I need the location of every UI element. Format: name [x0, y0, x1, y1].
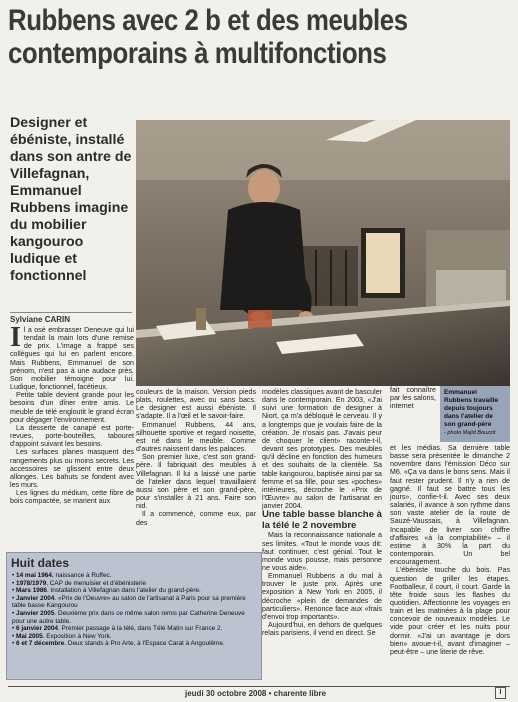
paragraph: L'ébéniste touche du bois. Pas question de griller les étapes. Footballeur, il court, il court. Garde la tête froide sous les flashes du quotidien. Affectionne les voyages en train et les matinées à la plage pour concevoir de nouveaux modèles. Le vide pour créer et les nuits pour dormir. «J'ai un avantage je dors bien» avoue-t-il, avant d'imaginer – peut-être – une literie de rêve. [390, 566, 510, 656]
paragraph: Emmanuel Rubbens, 44 ans, silhouette sportive et regard noisette, est né dans le meuble. Comme d'autres naissent dans les palaces. [136, 420, 256, 454]
article-photo [136, 120, 510, 386]
footer-date: jeudi 30 octobre 2008 • charente libre [185, 689, 327, 698]
paragraph: modèles classiques avant de basculer dans le contemporain. En 2003, «J'ai suivi une formation de designer à Niort, ça m'a débloqué le cerveau. Il y a longtemps que je voulais faire de la création. Je n'osais pas. J'avais peur de choquer le client» raconte-t-il, devant ses prototypes. Des meubles qu'il décline en fonction des humeurs et des souhaits de la clientèle. Sa table kangourou, baptisée ainsi par sa femme et sa fille, pour ses «poches» intérieures, décroche le «Prix de l'Œuvre» au salon de l'artisanat en janvier 2004. [262, 388, 382, 511]
article-column-4-top [390, 386, 436, 410]
byline: Sylviane CARIN [10, 312, 132, 324]
list-item: • 6 et 7 décembre. Deux stands à Pro Arte, à l'Espace Carat à Angoulême. [12, 640, 225, 648]
page-footer [0, 686, 518, 700]
list-item: • Mars 1986. Installation à Villefagnan dans l'atelier du grand-père. [12, 587, 201, 595]
headline: Rubbens avec 2 b et des meubles contemporains à multifonctions [8, 4, 408, 70]
page-number: I [495, 687, 506, 699]
paragraph: La desserte de canapé est porte-revues, porte-bouteilles, tabouret d'appoint suivant les besoins. [10, 423, 134, 449]
article-column-3 [262, 388, 382, 637]
list-item: • 14 mai 1964, naissance à Ruffec. [12, 572, 112, 579]
photo-credit: - photo Majid Bouzzit [444, 430, 496, 436]
footer-rule [8, 686, 510, 687]
paragraph: Mais la reconnaissance nationale a ses limites. «Tout le monde vous dit: faut continuer, c'est génial. Tout le monde vous pousse, mais personne ne vous aide». [262, 531, 382, 572]
list-item: • Janvier 2004. «Prix de l'Oeuvre» au salon de l'artisanat à Paris pour sa première table basse Kangourou [12, 594, 246, 610]
paragraph: couleurs de la maison. Version pieds plats, roulettes, avec ou sans bacs. Le designer est aussi ébéniste. Il s'adapte. Il a l'œil et le savoir-faire. [136, 388, 256, 421]
key-dates-box [6, 552, 262, 680]
drop-cap: I [10, 322, 21, 353]
article-column-2 [136, 388, 256, 527]
paragraph: Son premier luxe, c'est son grand-père. Il fabriquait des meubles à Villefagnan. Il lui a laissé une partie de l'atelier dans lequel travaillaient aussi son père et son grand-père, pour s'installer à 21 ans. Faire son nid. [136, 453, 256, 511]
paragraph: Il a commencé, comme eux, par des [136, 510, 256, 527]
paragraph: et les médias. Sa dernière table basse sera présentée le dimanche 2 novembre dans l'émission Déco sur M6. «Ça va dans le bons sens. Mais il faut rester prudent. Il n'y a rien de gagné. Il faut se battre tous les jours», confie-t-il. Avec ses deux salariés, il avance à son rythme dans son vaste atelier de la route de Sauzé-Vaussais, à Villefagnan. Incapable de livrer son chiffre d'affaires «à la comptabilité» – il estime à 30% la part du contemporain. Un bel encouragement. [390, 444, 510, 567]
paragraph: Petite table devient grande pour les besoins d'un dîner entre amis. Le meuble de télé engloutit le grand écran pour dégager l'environnement. [10, 391, 134, 424]
paragraph: fait connaître par les salons, internet [390, 386, 436, 411]
key-dates-list [7, 572, 261, 648]
list-item: • Mai 2005. Exposition à New York. [12, 632, 112, 640]
paragraph: Aujourd'hui, en dehors de quelques relais parisiens, il vend en direct. Se [262, 621, 382, 638]
caption-text: Emmanuel Rubbens travaille depuis toujours dans l'atelier de son grand-père [444, 389, 499, 428]
article-column-1 [10, 322, 134, 506]
list-item: • 6 janvier 2004. Premier passage à la télé, dans Télé Matin sur France 2. [12, 625, 223, 633]
workshop-photo-illustration [136, 120, 510, 386]
list-item: • Janvier 2005. Deuxième prix dans ce même salon remis par Catherine Deneuve pour une autre table. [12, 609, 245, 625]
paragraph: Emmanuel Rubbens a du mal à trouver le juste prix. Après une exposition à New York en 2005, il décroche «plein de demandes de particuliers». Renonce face aux «frais d'envoi trop importants». [262, 572, 382, 621]
list-item: • 1978/1979, CAP de menuisier et d'ébénisterie [12, 579, 147, 587]
standfirst: Designer et ébéniste, installé dans son antre de Villefagnan, Emmanuel Rubbens imagine du mobilier kangouroo ludique et fonctionnel [10, 115, 132, 284]
subheading: Une table basse blanche à la télé le 2 novembre [262, 509, 382, 531]
paragraph: Les surfaces planes masquent des rangements plus ou moins secrets. Les accessoires se glissent entre deux allonges. Les bahuts se fondent avec les murs. [10, 448, 134, 489]
paragraph: Les lignes du médium, cette fibre de bois compactée, se marient aux [10, 489, 134, 506]
paragraph: l a osé embrasser Deneuve qui lui tendait la main lors d'une remise de prix. L'image a frappé ses collègues qui lui en parlent encore. Mais Rubbens, Emmanuel de son prénom, n'est pas à une audace près. Son mobilier témoigne pour lui. Ludique, fonctionnel, facétieux. [10, 326, 134, 392]
key-dates-title: Huit dates [11, 556, 70, 570]
article-column-4 [390, 444, 510, 656]
photo-caption [440, 386, 510, 442]
